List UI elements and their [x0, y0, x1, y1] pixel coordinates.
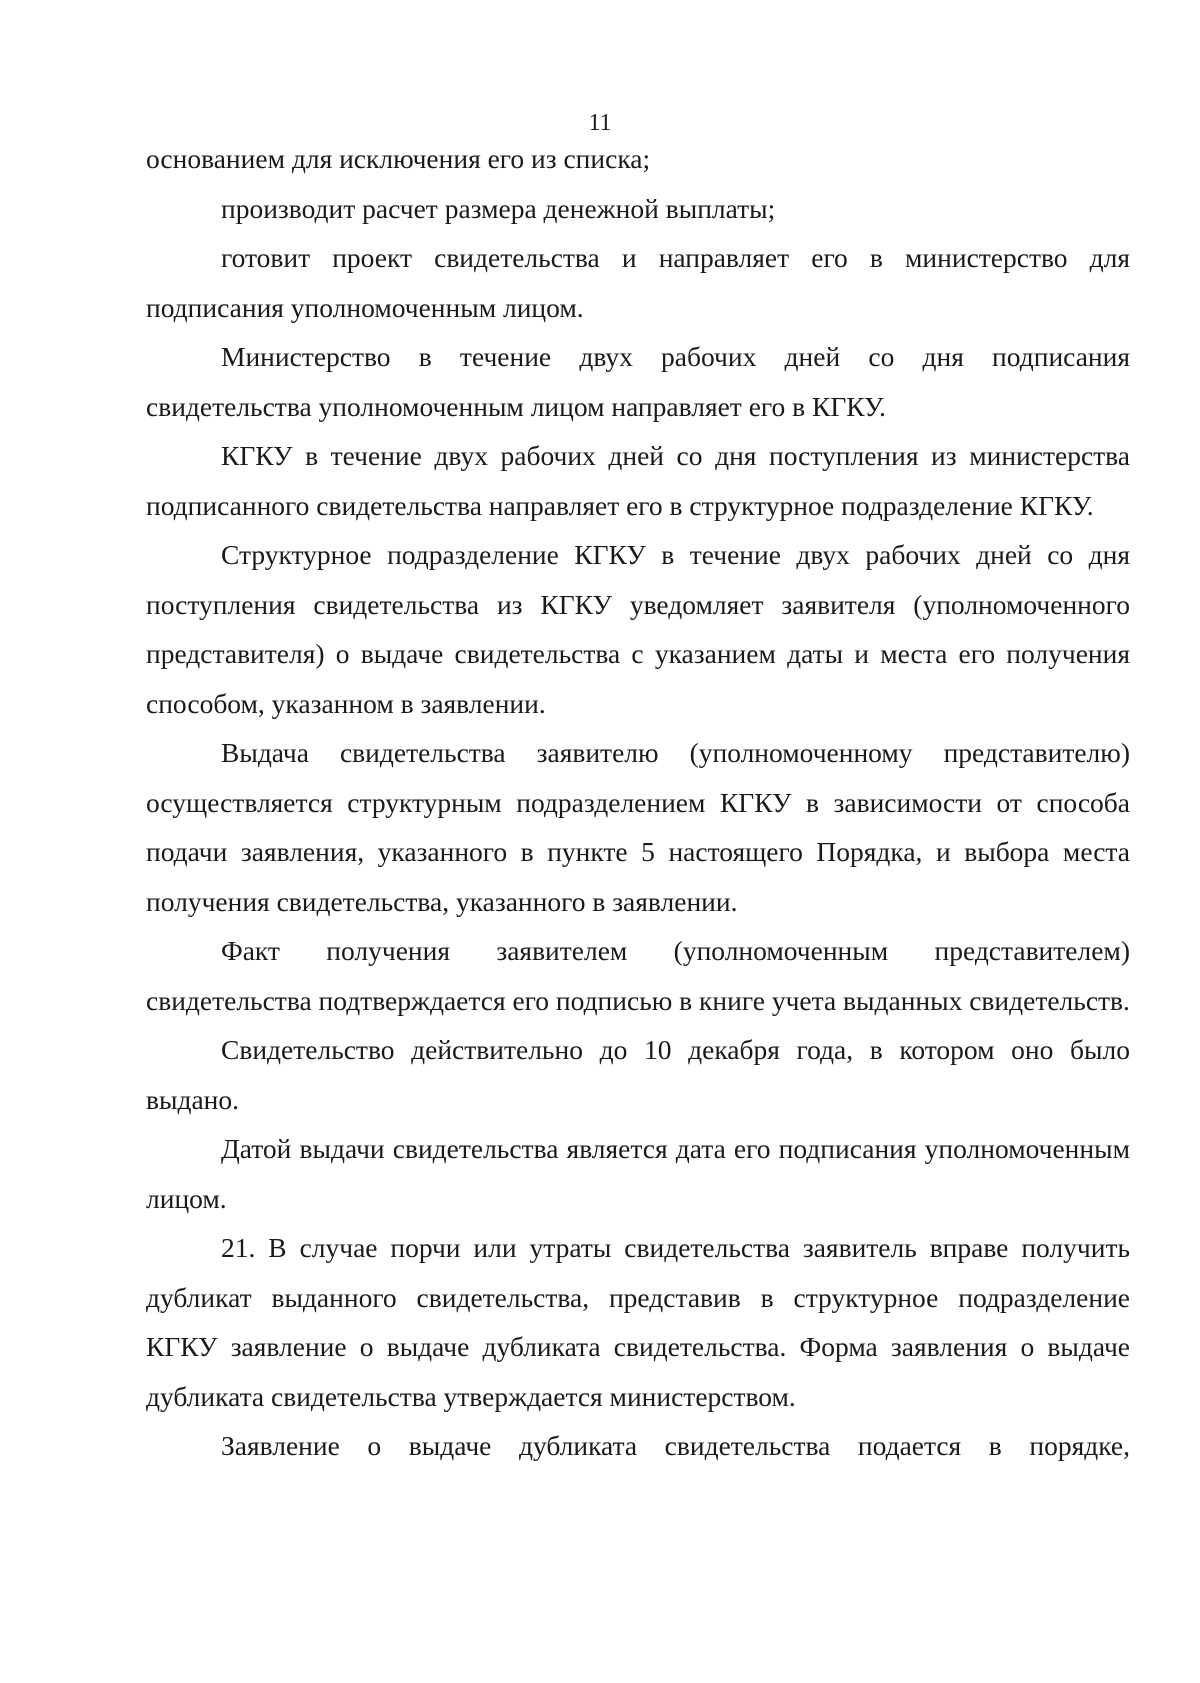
paragraph-1: основанием для исключения его из списка; [146, 143, 651, 174]
paragraph-4: Министерство в течение двух рабочих дней со дня подписания свидетельства уполномоченным лицом направляет его в КГКУ. [146, 341, 1130, 422]
paragraph-8: Факт получения заявителем (уполномоченным представителем) свидетельства подтверждается его подписью в книге учета выданных свидетельств. [146, 935, 1130, 1016]
paragraph-6: Структурное подразделение КГКУ в течение двух рабочих дней со дня поступления свидетельства из КГКУ уведомляет заявителя (уполномоченного представителя) о выдаче свидетельства с указанием даты и места его получения способом, указанном в заявлении. [146, 539, 1130, 719]
paragraph-9: Свидетельство действительно до 10 декабря года, в котором оно было выдано. [146, 1034, 1130, 1115]
document-body [146, 134, 1130, 1471]
paragraph-7: Выдача свидетельства заявителю (уполномоченному представителю) осуществляется структурным подразделением КГКУ в зависимости от способа подачи заявления, указанного в пункте 5 настоящего Порядка, и выбора места получения свидетельства, указанного в заявлении. [146, 737, 1130, 917]
paragraph-11: 21. В случае порчи или утраты свидетельства заявитель вправе получить дубликат выданного свидетельства, представив в структурное подразделение КГКУ заявление о выдаче дубликата свидетельства. Форма заявления о выдаче дубликата свидетельства утверждается министерством. [146, 1232, 1130, 1412]
paragraph-2: производит расчет размера денежной выплаты; [221, 192, 776, 224]
paragraph-3: готовит проект свидетельства и направляет его в министерство для подписания уполномоченным лицом. [146, 242, 1130, 323]
paragraph-10: Датой выдачи свидетельства является дата его подписания уполномоченным лицом. [146, 1133, 1130, 1214]
paragraph-5: КГКУ в течение двух рабочих дней со дня поступления из министерства подписанного свидетельства направляет его в структурное подразделение КГКУ. [146, 440, 1130, 521]
paragraph-12: Заявление о выдаче дубликата свидетельства подается в порядке, [221, 1430, 1130, 1461]
page-number: 11 [588, 110, 612, 136]
